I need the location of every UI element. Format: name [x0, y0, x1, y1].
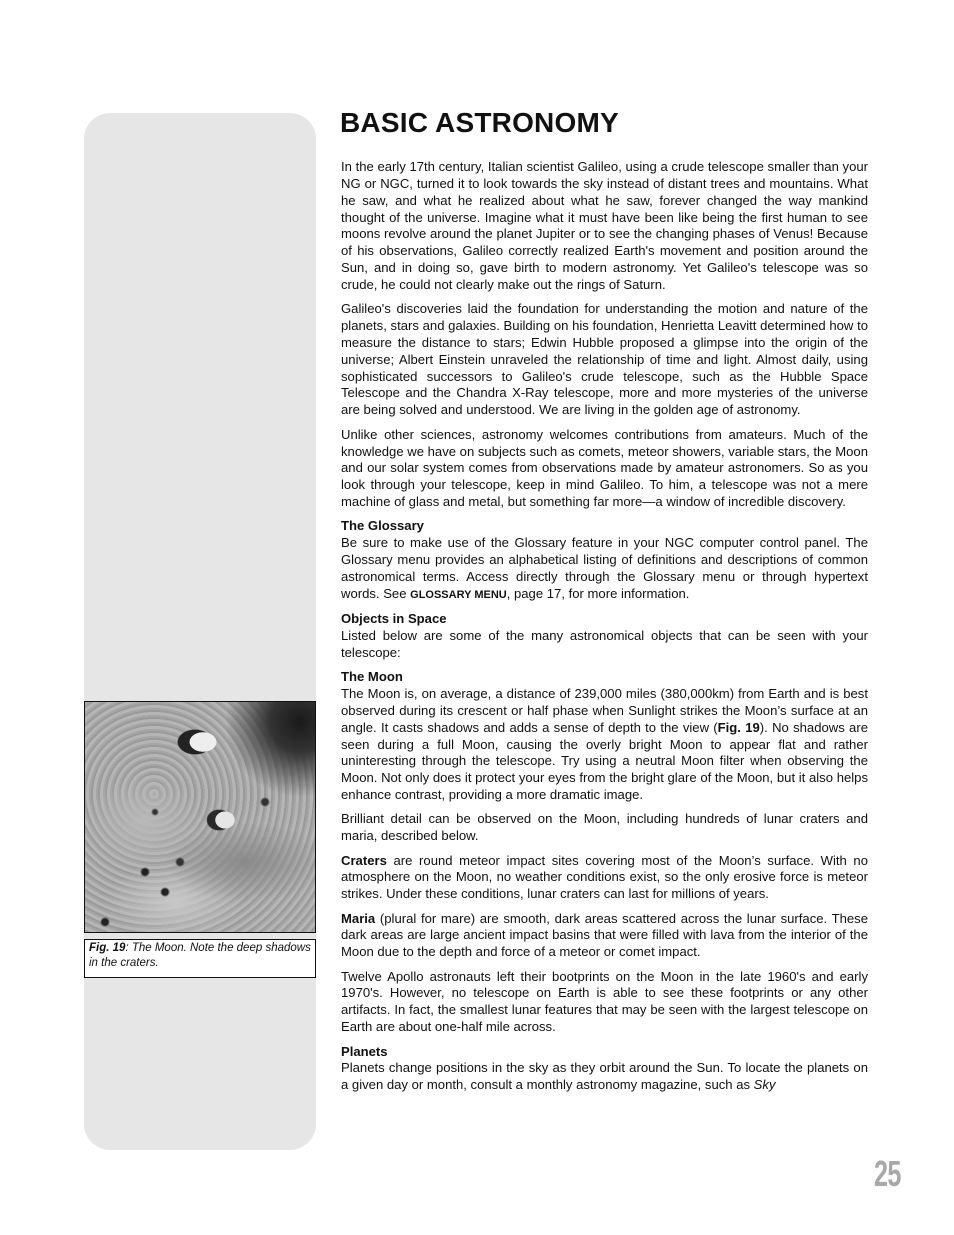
paragraph: [341, 686, 868, 804]
paragraph: [341, 1060, 868, 1094]
text: Be sure to make use of the Glossary feature in your NGC computer control panel. The Glossary menu provides an alphabetical listing of definitions and descriptions of common astronomical terms. Access directly through the Glossary menu or through hypertext words. See: [341, 535, 868, 601]
page-title: BASIC ASTRONOMY: [340, 107, 619, 138]
figure-reference: Fig. 19: [717, 719, 760, 735]
main-column: [341, 159, 868, 1102]
text: are round meteor impact sites covering most of the Moon’s surface. With no atmosphere on the Moon, no weather conditions exist, so the only erosive force is meteor strikes. Under these conditions, lunar craters can last for millions of years.: [341, 852, 868, 902]
text: , page 17, for more information.: [506, 585, 690, 601]
text: The Moon is, on average, a distance of 239,000 miles (380,000km) from Earth and is best observed during its crescent or half phase when Sunlight strikes the Moon’s surface at an angle. It casts shadows and adds a sense of depth to the view (: [341, 685, 868, 735]
magazine-title: Sky: [753, 1077, 776, 1093]
figure-caption-text: : The Moon. Note the deep shadows in the craters.: [89, 942, 311, 969]
figure-caption: [84, 939, 316, 978]
paragraph: [341, 853, 868, 904]
paragraph: In the early 17th century, Italian scientist Galileo, using a crude telescope smaller than your NG or NGC, turned it to look towards the sky instead of distant trees and mountains. What he saw, and what he realized about what he saw, forever changed the way mankind thought of the universe. Imagine what it must have been like being the first human to see moons revolve around the planet Jupiter or to see the changing phases of Venus! Because of his observations, Galileo correctly realized Earth's movement and position around the Sun, and in doing so, gave birth to modern astronomy. Yet Galileo's telescope was so crude, he could not clearly make out the rings of Saturn.: [341, 159, 868, 292]
section-heading-moon: The Moon: [341, 669, 403, 685]
text: (plural for mare) are smooth, dark areas scattered across the lunar surface. These dark areas are large ancient impact basins that were filled with lava from the interior of the Moon due to the depth and force of a meteor or comet impact.: [341, 910, 868, 960]
section-heading-planets: Planets: [341, 1043, 388, 1059]
term-maria: Maria: [341, 910, 376, 926]
moon-photo: [84, 701, 316, 933]
term-craters: Craters: [341, 852, 387, 868]
figure-label: Fig. 19: [89, 942, 126, 954]
text: ). No shadows are seen during a full Moon, causing the overly bright Moon to appear flat and rather uninteresting through the telescope. Try using a neutral Moon filter when observing the Moon. Not only does it protect your eyes from the bright glare of the Moon, but it also helps enhance contrast, providing a more dramatic image.: [341, 719, 868, 803]
crater-shadows: [85, 702, 315, 932]
paragraph: Unlike other sciences, astronomy welcomes contributions from amateurs. Much of the knowledge we have on subjects such as comets, meteor showers, variable stars, the Moon and our solar system comes from observations made by amateur astronomers. So as you look through your telescope, keep in mind Galileo. To him, a telescope was not a mere machine of glass and metal, but something far more—a window of incredible discovery.: [341, 426, 868, 510]
glossary-menu-reference: GLOSSARY MENU: [410, 588, 507, 601]
page-number: 25: [874, 1153, 901, 1194]
text: Planets change positions in the sky as they orbit around the Sun. To locate the planets on a given day or month, consult a monthly astronomy magazine, such as: [341, 1060, 868, 1093]
section-heading-glossary: The Glossary: [341, 518, 424, 534]
paragraph: Listed below are some of the many astronomical objects that can be seen with your telescope:: [341, 627, 868, 660]
paragraph: Brilliant detail can be observed on the Moon, including hundreds of lunar craters and maria, described below.: [341, 811, 868, 844]
section-heading-objects: Objects in Space: [341, 611, 447, 627]
sidebar-panel: [84, 113, 316, 1150]
paragraph: [341, 911, 868, 962]
paragraph: [341, 535, 868, 603]
paragraph: Twelve Apollo astronauts left their bootprints on the Moon in the late 1960's and early 1970's. However, no telescope on Earth is able to see these footprints or any other artifacts. In fact, the smallest lunar features that may be seen with the largest telescope on Earth are about one-half mile across.: [341, 968, 868, 1035]
paragraph: Galileo's discoveries laid the foundation for understanding the motion and nature of the planets, stars and galaxies. Building on his foundation, Henrietta Leavitt determined how to measure the distance to stars; Edwin Hubble proposed a glimpse into the origin of the universe; Albert Einstein unraveled the relationship of time and light. Almost daily, using sophisticated successors to Galileo's crude telescope, such as the Hubble Space Telescope and the Chandra X-Ray telescope, more and more mysteries of the universe are being solved and understood. We are living in the golden age of astronomy.: [341, 301, 868, 418]
